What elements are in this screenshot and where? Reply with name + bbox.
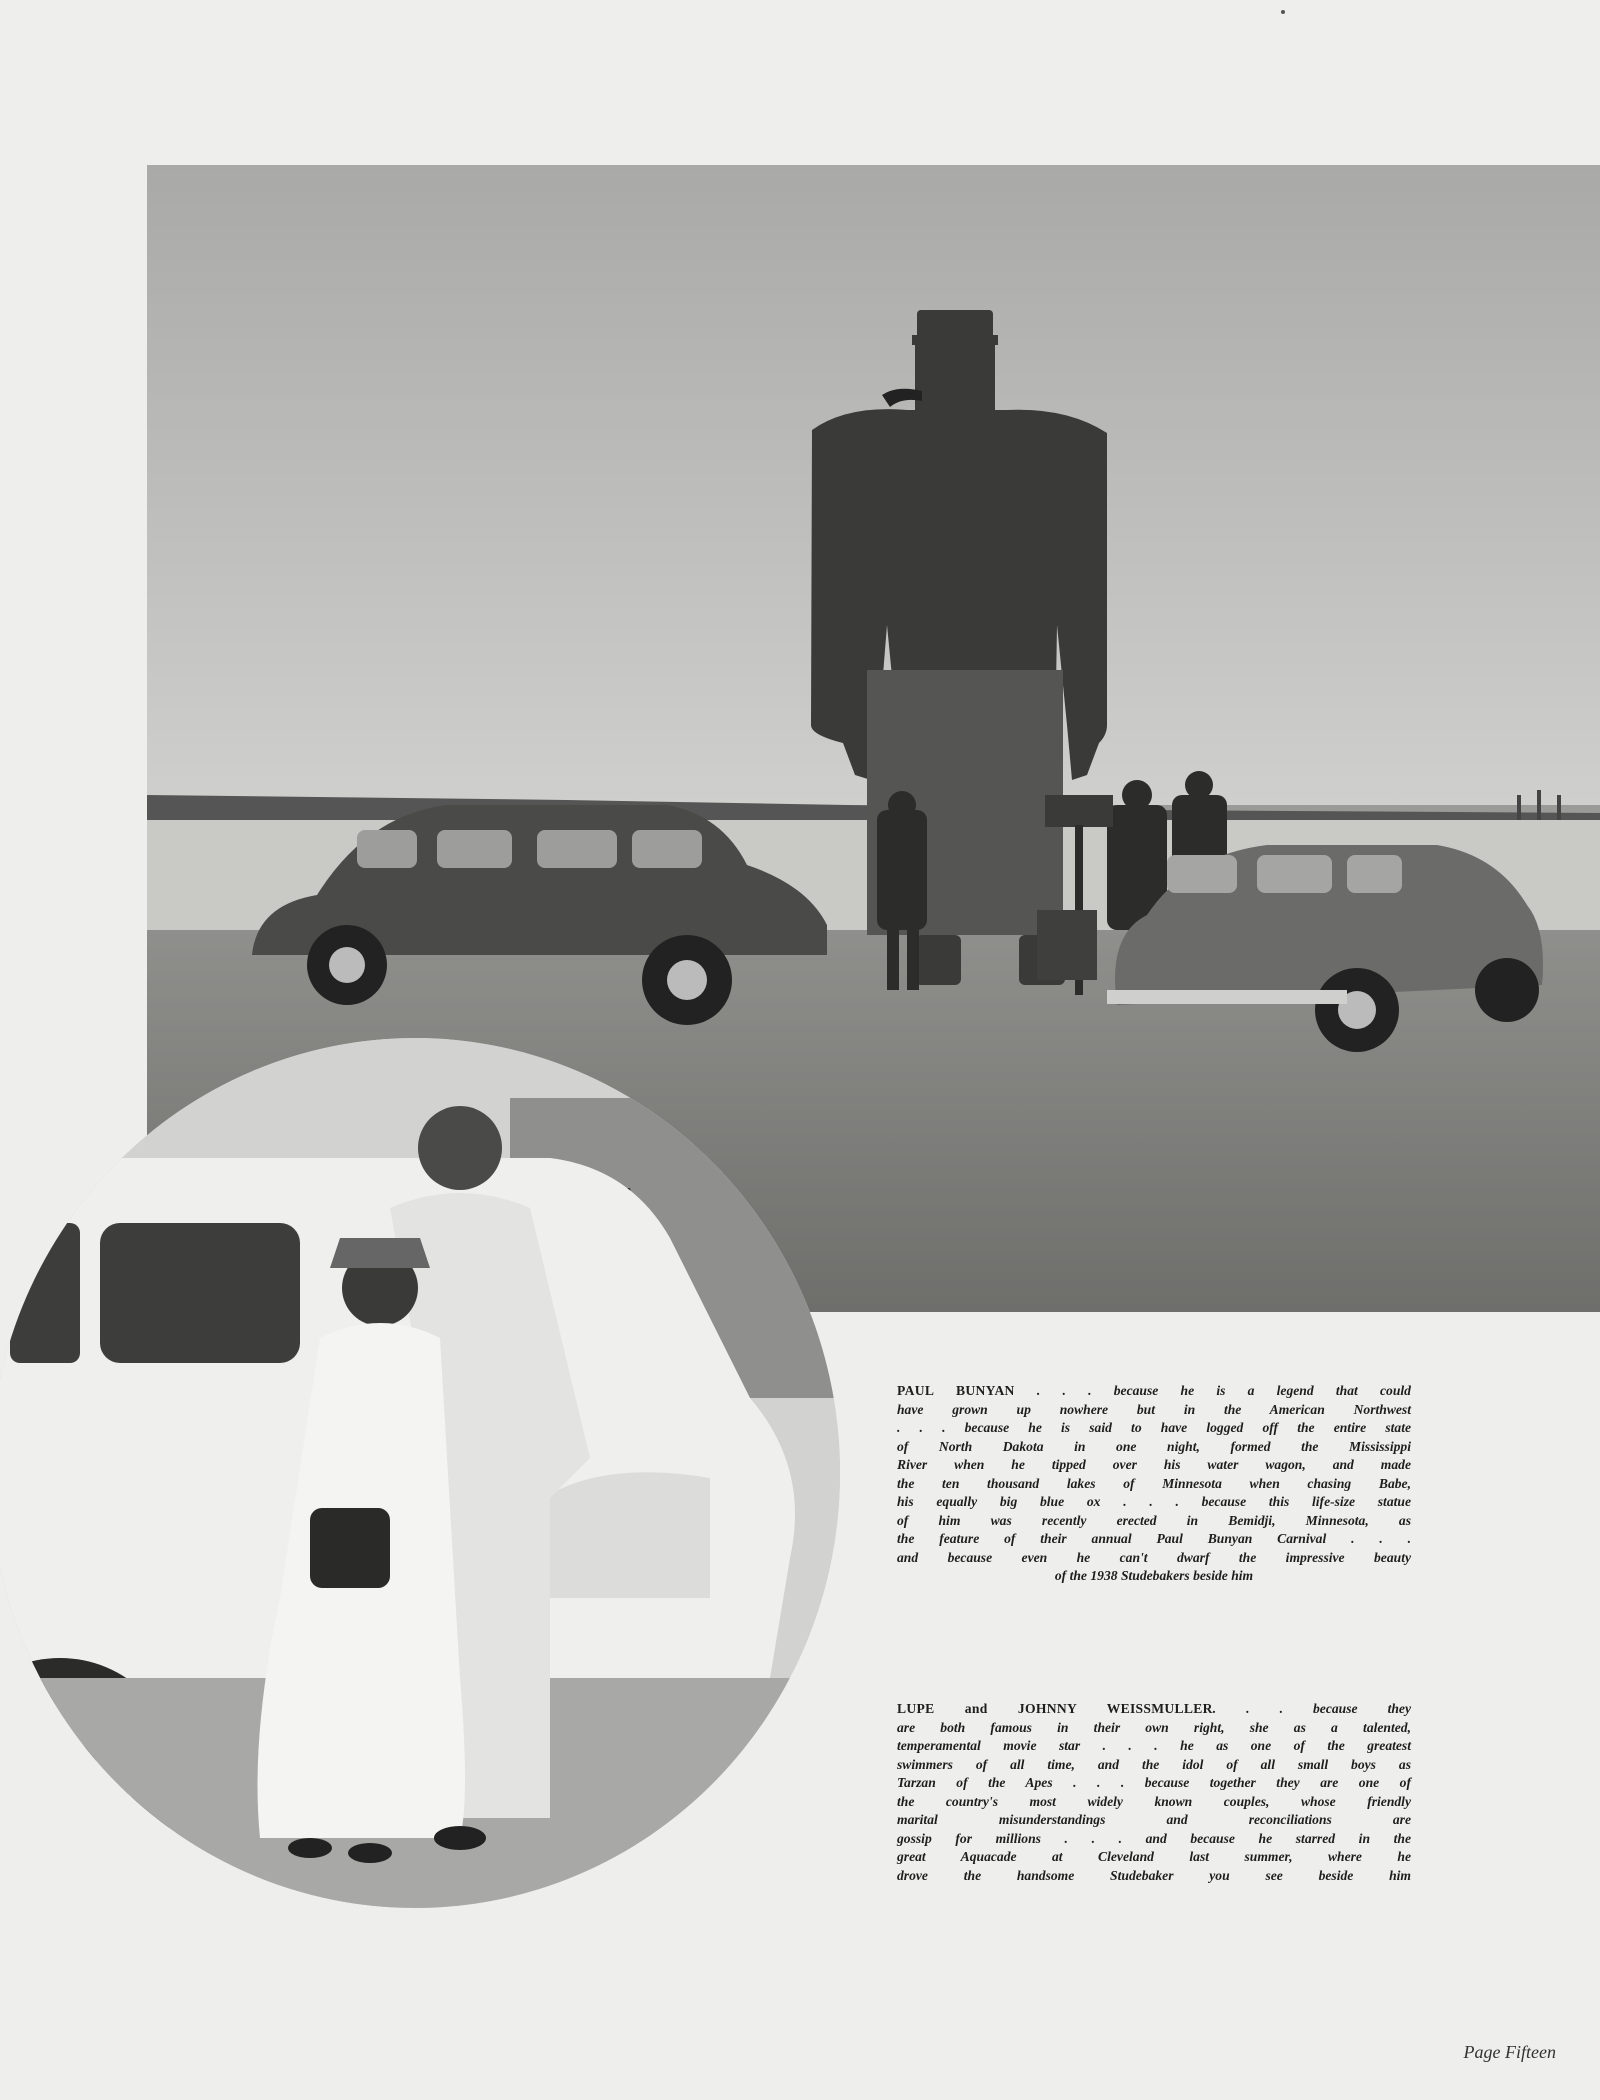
caption-text: . . . because they [1212, 1701, 1411, 1716]
caption-line: . . . because he is said to have logged off the entire state [897, 1420, 1411, 1435]
page-number: Page Fifteen [1463, 2042, 1556, 2062]
paul-bunyan-caption [897, 1382, 1411, 1586]
caption-line: the country's most widely known couples, whose friendly [897, 1793, 1411, 1809]
caption-line: gossip for millions . . . and because he starred in the [897, 1830, 1411, 1846]
caption-line: swimmers of all time, and the idol of all small boys as [897, 1756, 1411, 1772]
caption-line: of the 1938 Studebakers beside him [1054, 1568, 1254, 1583]
caption-line: the feature of their annual Paul Bunyan Carnival . . . [897, 1531, 1411, 1546]
caption-line: have grown up nowhere but in the American Northwest [897, 1401, 1411, 1417]
caption-line: of him was recently erected in Bemidji, Minnesota, as [897, 1512, 1411, 1528]
caption-line: drove the handsome Studebaker you see beside him [897, 1867, 1411, 1883]
print-speck [1281, 10, 1285, 14]
caption-line: great Aquacade at Cleveland last summer, where he [897, 1849, 1411, 1864]
caption-line: his equally big blue ox . . . because this life-size statue [897, 1494, 1411, 1509]
weissmuller-caption [897, 1700, 1411, 1885]
caption-line: the ten thousand lakes of Minnesota when chasing Babe, [897, 1475, 1411, 1491]
weissmuller-photo-illustration [0, 1038, 840, 1908]
caption-line: temperamental movie star . . . he as one of the greatest [897, 1738, 1411, 1753]
caption-line: of North Dakota in one night, formed the Mississippi [897, 1438, 1411, 1454]
caption-text: . . . because he is a legend that could [1014, 1383, 1411, 1398]
caption-line [897, 1700, 1411, 1719]
caption-line: River when he tipped over his water wagon, and made [897, 1457, 1411, 1472]
caption-line [897, 1382, 1411, 1401]
weissmuller-photo [0, 1038, 840, 1908]
caption-line: and because even he can't dwarf the impressive beauty [897, 1549, 1411, 1565]
caption-line: marital misunderstandings and reconciliations are [897, 1812, 1411, 1827]
caption-line: are both famous in their own right, she as a talented, [897, 1719, 1411, 1735]
caption-lead: LUPE and JOHNNY WEISSMULLER [897, 1701, 1213, 1716]
caption-lead: PAUL BUNYAN [897, 1383, 1015, 1398]
caption-line: Tarzan of the Apes . . . because together they are one of [897, 1775, 1411, 1790]
